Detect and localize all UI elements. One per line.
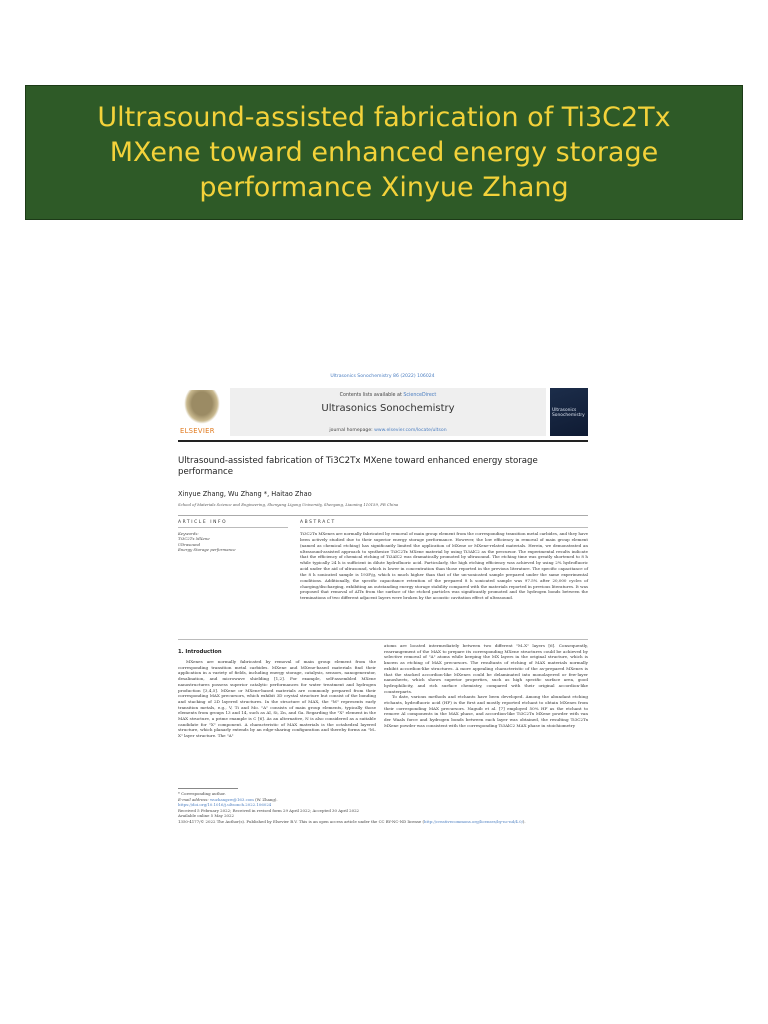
keywords-block (178, 531, 288, 553)
keyword-item: Ultrasound (178, 541, 201, 547)
introduction-heading: 1. Introduction (178, 649, 222, 655)
elsevier-wordmark: ELSEVIER (180, 427, 215, 435)
contents-line (230, 393, 546, 398)
journal-cover-image (550, 388, 588, 436)
affiliation: School of Materials Science and Engineering, Shenyang Ligong University, Shenyang, Liaoning 110159, PR China (178, 502, 399, 507)
email-label: E-mail address: (178, 796, 210, 802)
license-suffix: ). (522, 818, 526, 824)
abstract-text: Ti3C2Tx MXenes are normally fabricated by removal of main group element from the corresponding transition metal carbides, and they have been actively studied due to their superior energy storage performance. However, the low efficiency in removal of main group element (named as chemical etching) has significantly limited the application of MXene or MXene-related materials. Herein, we demonstrated an ultrasound-assisted approach to synthesize Ti3C2Tx MXene material by using Ti3AlC2 as the precursor. The experimental results indicate that the efficiency of chemical etching of Ti3AlC2 was dramatically promoted by ultrasound. The etching time was greatly shortened to 8 h while typically 24 h is sufficient in dilute hydrofluoric acid. Particularly, the high etching efficiency was achieved by using 2% hydrofluoric acid under the aid of ultrasound, which is lower in concentration than those reported in the previous literature. The specific capacitance of the 8 h sonicated sample is 193F/g, which is much higher than that of the un-sonicated sample prepared under the same experimental conditions. Additionally, the specific capacitance retention of the prepared 8 h sonicated sample was 97.5% after 20,000 cycles of charging/discharging, exhibiting an outstanding energy storage stability compared with the materials reported in previous literatures. It was proposed that removal of AlTx from the surface of the etched particles was significantly promoted and the hydrogen bonds between the terminations of two different adjacent layers were broken by the acoustic cavitation effect of ultrasound. (300, 531, 588, 601)
masthead-divider (178, 440, 588, 442)
corresponding-author-note: * Corresponding author. (178, 791, 226, 796)
publication-line: Ultrasonics Sonochemistry 86 (2022) 106024 (330, 374, 435, 379)
footnote-rule (178, 788, 238, 789)
section-divider (178, 515, 588, 516)
license-line (178, 819, 588, 825)
abstract-bottom-rule (178, 639, 588, 640)
author-list: Xinyue Zhang, Wu Zhang *, Haitao Zhao (178, 490, 312, 498)
contents-prefix: Contents lists available at (339, 393, 404, 398)
introduction-right-column (384, 643, 588, 729)
email-suffix: (W. Zhang). (253, 796, 278, 802)
intro-paragraph: atoms are located intermediately between two different "M–X" layers [6]. Consequently, rearrangement of the MAX to prepare its corresponding MXene structures could be achieved by selective removal of "A" atoms while keeping the MX layers in the original structure, which is known as etching of MAX precursors. The resultants of etching of MAX materials normally exhibit accordion-like structures. A more appealing characteristic of the as-prepared MXenes is that the stacked accordion-like MXenes could be delaminated into monolayered or few-layer nanosheets, which shows superior properties, such as high specific surface area, good hydrophilicity, and rich surface chemistry, compared with their original accordion-like counterparts. (384, 643, 588, 694)
journal-name: Ultrasonics Sonochemistry (321, 403, 455, 414)
license-link[interactable]: http://creativecommons.org/licenses/by-nc-nd/4.0/ (424, 818, 523, 824)
license-prefix: 1350-4177/© 2022 The Author(s). Published by Elsevier B.V. This is an open access article under the CC BY-NC-ND license ( (178, 818, 424, 824)
abstract-heading: ABSTRACT (300, 520, 336, 525)
banner-title: Ultrasound-assisted fabrication of Ti3C2Tx MXene toward enhanced energy storage performance Xinyue Zhang (97, 102, 671, 203)
keywords-label: Keywords: (178, 531, 199, 536)
journal-header-box (230, 388, 546, 436)
article-title: Ultrasound-assisted fabrication of Ti3C2Tx MXene toward enhanced energy storage performance (178, 456, 538, 477)
sciencedirect-link[interactable]: ScienceDirect (403, 393, 437, 398)
introduction-left-column: MXenes are normally fabricated by removal of main group element from the corresponding transition metal carbides. MXene and MXene-based materials find their application in a variety of fields, including energy storage, catalysis, sensors, nanogenerator, desalination, and microwave shielding [1,2]. For example, self-assembled MXene nanostructures possess superior catalytic performances for water treatment and hydrogen production [3,4,5]. MXene or MXene-based materials are commonly prepared from their corresponding MAX precursors, which exhibit 3D crystal structure but consist of the bonding and stacking of 2D layered structures. In the structure of MAX, the "M" represents early transition metals, e.g., V, Ti and Mo. "A" consists of main group elements, typically those elements from groups 13 and 14, such as Al, Si, Zn, and Ga. Regarding the "X" element in the MAX structure, a prime example is C [6]. As an alternative, N is also considered as a suitable candidate for "X" component. A characteristic of MAX materials is the octahedral layered structure, which planarly extends by an edge-sharing configuration and thereby forms an "M–X" layer structure. The "A" (178, 659, 376, 739)
footnotes (178, 791, 588, 825)
abstract-rule (300, 527, 588, 528)
article-info-rule (178, 527, 288, 528)
intro-paragraph: To date, various methods and etchants have been developed. Among the abundant etching etchants, hydrofluoric acid (HF) is the first and mostly reported etchant to obtain MXenes from their corresponding MAX precursors. Naguib et al. [7] employed 50% HF as the etchant to remove Al components in the MAX phase, and accordion-like Ti3C2Tx MXene powder with van der Waals force and hydrogen bonds between each layer was obtained, the resulting Ti3C2Tx MXene powder was consistent with the corresponding Ti3AlC2 MAX phase in stoichiometry (384, 694, 588, 728)
elsevier-tree-icon (184, 390, 220, 424)
article-info-heading: ARTICLE INFO (178, 520, 228, 525)
homepage-link[interactable]: www.elsevier.com/locate/ultson (374, 428, 447, 433)
homepage-line (230, 428, 546, 433)
elsevier-logo (178, 388, 226, 436)
title-banner (25, 85, 743, 220)
journal-masthead (178, 388, 588, 437)
cover-text: Ultrasonics Sonochemistry (552, 408, 585, 418)
available-online: Available online 5 May 2022 (178, 813, 234, 819)
paper-page-thumbnail (150, 352, 615, 846)
homepage-prefix: journal homepage: (329, 428, 375, 433)
doi-link[interactable]: https://doi.org/10.1016/j.ultsonch.2022.106024 (178, 802, 272, 808)
email-link[interactable]: wuzhangzw@163.com (209, 796, 254, 802)
keyword-item: Ti3C2Tx MXene (178, 536, 210, 542)
keyword-item: Energy Storage performance (178, 547, 236, 553)
received-dates: Received 5 February 2022; Received in revised form 29 April 2022; Accepted 30 April 2022 (178, 807, 360, 813)
